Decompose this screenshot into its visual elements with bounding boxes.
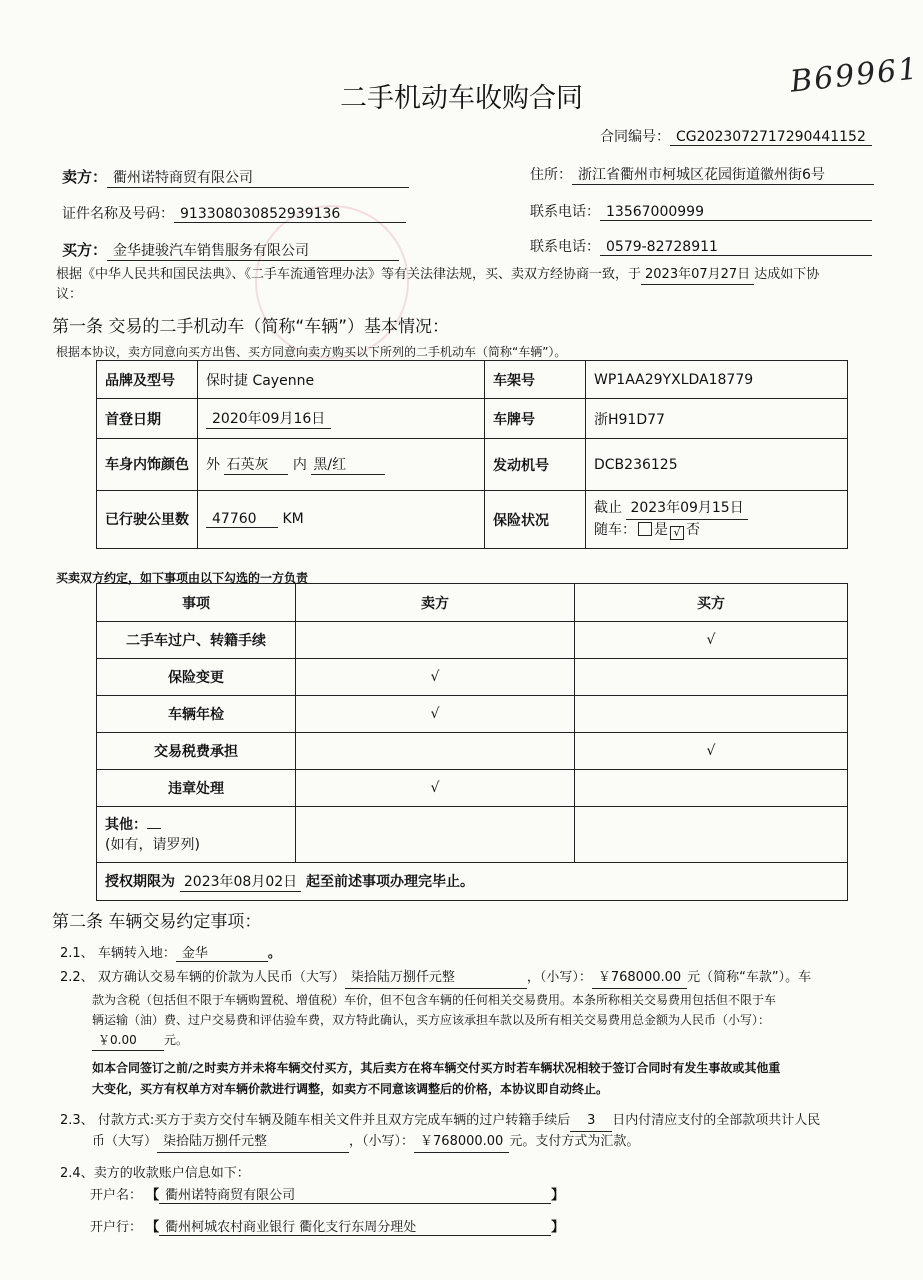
insurance-prefix: 截止 bbox=[594, 500, 622, 516]
clause-2-3-text-c: 币（大写） bbox=[92, 1134, 158, 1149]
article2-heading: 第二条 车辆交易约定事项： bbox=[52, 912, 262, 932]
header-buyer: 买方 bbox=[575, 584, 848, 622]
seller-address-row bbox=[530, 164, 874, 185]
row-seller-check: √ bbox=[296, 770, 575, 807]
color-cell bbox=[198, 439, 485, 491]
insurance-yes-label: 是 bbox=[654, 522, 668, 538]
insurance-no-label: 否 bbox=[686, 522, 700, 538]
article1-heading: 第一条 交易的二手机动车（简称“车辆”）基本情况： bbox=[52, 317, 450, 337]
color-label: 车身内饰颜色 bbox=[97, 439, 198, 491]
mileage-label: 已行驶公里数 bbox=[97, 491, 198, 549]
seller-id-label: 证件名称及号码： bbox=[62, 206, 174, 222]
row-buyer-check: √ bbox=[575, 622, 848, 659]
brand-label: 品牌及型号 bbox=[97, 361, 198, 399]
reg-date-value: 2020年09月16日 bbox=[206, 408, 331, 429]
account-bank-label: 开户行： bbox=[90, 1220, 143, 1235]
other-blank bbox=[147, 828, 161, 829]
seller-id: 913308030852939136 bbox=[174, 206, 406, 223]
bracket-right: 】 bbox=[551, 1188, 565, 1203]
buyer-label: 买方： bbox=[62, 241, 108, 259]
int-color: 黑/红 bbox=[311, 454, 385, 475]
bracket-left: 【 bbox=[146, 1220, 160, 1235]
header-seller: 卖方 bbox=[296, 584, 575, 622]
header-item: 事项 bbox=[97, 584, 296, 622]
brand-value: 保时捷 Cayenne bbox=[198, 361, 485, 399]
engine-label: 发动机号 bbox=[485, 439, 586, 491]
row-buyer-check: √ bbox=[575, 733, 848, 770]
mileage-value: 47760 bbox=[206, 511, 278, 528]
clause-2-4-title: 卖方的收款账户信息如下： bbox=[93, 1166, 250, 1181]
basis-paragraph bbox=[56, 265, 896, 304]
buyer-name: 金华捷骏汽车销售服务有限公司 bbox=[107, 240, 399, 261]
buyer-phone: 0579-82728911 bbox=[600, 239, 872, 256]
seller-name-row bbox=[62, 166, 409, 188]
clause-2-2 bbox=[60, 968, 890, 989]
bracket-right: 】 bbox=[551, 1220, 565, 1235]
price-uppercase: 柒拾陆万捌仟元整 bbox=[345, 968, 527, 989]
clause-2-3-cont bbox=[92, 1131, 892, 1153]
seller-phone-label: 联系电话： bbox=[530, 204, 600, 220]
clause-2-4 bbox=[60, 1162, 250, 1181]
payment-numeric: ￥768000.00 bbox=[414, 1131, 509, 1153]
account-name-label: 开户名： bbox=[90, 1188, 143, 1203]
price-numeric: ￥768000.00 bbox=[592, 968, 687, 989]
insurance-date: 2023年09月15日 bbox=[626, 498, 747, 520]
row-item: 保险变更 bbox=[97, 659, 296, 696]
clause-2-2-number: 2.2、 bbox=[60, 970, 94, 985]
seller-phone-row bbox=[530, 201, 872, 221]
handwritten-code: B69961 bbox=[788, 51, 921, 100]
clause-2-2-line2: 款为含税（包括但不限于车辆购置税、增值税）车价，但不包含车辆的任何相关交易费用。本条所称相关交易费用包括但不限于车 bbox=[92, 993, 777, 1007]
account-name-row bbox=[90, 1184, 564, 1204]
clause-2-1-label: 车辆转入地： bbox=[97, 946, 176, 961]
article1-intro: 根据本协议，卖方同意向买方出售、买方同意向卖方购买以下所列的二手机动车（简称“车辆”）。 bbox=[56, 345, 567, 359]
clause-2-3-text-b: 日内付清应支付的全部款项共计人民 bbox=[612, 1113, 821, 1128]
buyer-name-row bbox=[62, 239, 399, 261]
other-cell bbox=[97, 807, 296, 863]
row-buyer-check bbox=[575, 696, 848, 733]
clause-2-2-cont bbox=[92, 990, 892, 1051]
row-seller-check bbox=[296, 733, 575, 770]
ext-prefix: 外 bbox=[206, 457, 220, 473]
clause-2-1-end: 。 bbox=[267, 946, 281, 961]
row-seller-check bbox=[296, 622, 575, 659]
clause-2-2-text-c: 元（简称“车款”）。车 bbox=[687, 970, 812, 985]
contract-number-value: CG2023072717290441152 bbox=[670, 129, 872, 146]
clause-2-3-text-d: ，（小写）： bbox=[349, 1134, 415, 1149]
table-row bbox=[97, 696, 848, 733]
clause-2-3-number: 2.3、 bbox=[60, 1113, 94, 1128]
agreement-date: 2023年07月27日 bbox=[641, 265, 754, 285]
table-row bbox=[97, 659, 848, 696]
contract-number-label: 合同编号： bbox=[600, 129, 670, 145]
clause-2-2-text-a: 双方确认交易车辆的价款为人民币（大写） bbox=[97, 970, 345, 985]
authorization-row bbox=[97, 863, 848, 901]
basis-line2: 议： bbox=[56, 287, 83, 302]
auth-suffix: 起至前述事项办理完毕止。 bbox=[306, 874, 475, 890]
clause-2-2-text-b: ，（小写）： bbox=[526, 970, 592, 985]
mileage-unit: KM bbox=[282, 511, 304, 527]
price-adjustment-clause bbox=[92, 1058, 892, 1100]
vehicle-table bbox=[96, 360, 848, 549]
contract-number bbox=[600, 126, 872, 146]
vin-label: 车架号 bbox=[485, 361, 586, 399]
insurance-no-checkbox: √ bbox=[670, 526, 684, 540]
insurance-cell bbox=[586, 491, 848, 549]
responsibility-intro: 买卖双方约定，如下事项由以下勾选的一方负责 bbox=[56, 571, 309, 585]
table-row bbox=[97, 622, 848, 659]
account-bank-row bbox=[90, 1216, 564, 1236]
row-item: 二手车过户、转籍手续 bbox=[97, 622, 296, 659]
row-seller-check: √ bbox=[296, 696, 575, 733]
adjustment-line1: 如本合同签订之前/之时卖方并未将车辆交付买方，其后卖方在将车辆交付买方时若车辆状况相较于签订合同时有发生事故或其他重 bbox=[92, 1061, 781, 1075]
insurance-with-label: 随车： bbox=[594, 522, 636, 538]
adjustment-line2: 大变化，买方有权单方对车辆价款进行调整，如卖方不同意该调整后的价格，本协议即自动终止。 bbox=[92, 1082, 609, 1096]
row-buyer-check bbox=[575, 659, 848, 696]
insurance-yes-checkbox bbox=[638, 522, 652, 536]
clause-2-3-text-a: 付款方式:买方于卖方交付车辆及随车相关文件并且双方完成车辆的过户转籍手续后 bbox=[97, 1113, 571, 1128]
fee-total: ￥0.00 bbox=[92, 1030, 164, 1051]
plate-label: 车牌号 bbox=[485, 399, 586, 439]
seller-id-row bbox=[62, 203, 406, 223]
page-title: 二手机动车收购合同 bbox=[340, 83, 583, 114]
clause-2-3 bbox=[60, 1110, 890, 1132]
basis-prefix: 根据《中华人民共和国民法典》、《二手车流通管理办法》等有关法律法规，买、卖双方经协商一致，于 bbox=[56, 267, 642, 282]
seller-name: 衢州诺特商贸有限公司 bbox=[107, 167, 409, 188]
clause-2-4-number: 2.4、 bbox=[60, 1166, 94, 1181]
destination-value: 金华 bbox=[176, 942, 268, 962]
mileage-cell bbox=[198, 491, 485, 549]
plate-value: 浙H91D77 bbox=[586, 399, 848, 439]
clause-2-3-text-e: 元。支付方式为汇款。 bbox=[509, 1134, 640, 1149]
payment-uppercase: 柒拾陆万捌仟元整 bbox=[157, 1131, 349, 1153]
clause-2-1 bbox=[60, 942, 281, 962]
insurance-label: 保险状况 bbox=[485, 491, 586, 549]
row-buyer-check bbox=[575, 770, 848, 807]
clause-2-2-line3: 辆运输（油）费、过户交易费和评估验车费，双方特此确认，买方应该承担车款以及所有相关交易费用总金额为人民币（小写）： bbox=[92, 1013, 771, 1027]
engine-value: DCB236125 bbox=[586, 439, 848, 491]
table-row bbox=[97, 733, 848, 770]
responsibility-table bbox=[96, 583, 848, 901]
other-seller bbox=[296, 807, 575, 863]
payment-days: 3 bbox=[570, 1110, 612, 1132]
other-label: 其他： bbox=[105, 816, 147, 833]
reg-date-label: 首登日期 bbox=[97, 399, 198, 439]
row-item: 车辆年检 bbox=[97, 696, 296, 733]
fee-end: 元。 bbox=[164, 1033, 189, 1047]
buyer-phone-row bbox=[530, 236, 872, 256]
row-item: 违章处理 bbox=[97, 770, 296, 807]
seller-label: 卖方： bbox=[62, 168, 108, 186]
account-bank: 衢州柯城农村商业银行 衢化支行东周分理处 bbox=[159, 1216, 551, 1236]
clause-2-1-number: 2.1、 bbox=[60, 946, 94, 961]
int-prefix: 内 bbox=[292, 457, 307, 473]
bracket-left: 【 bbox=[146, 1188, 160, 1203]
buyer-phone-label: 联系电话： bbox=[530, 239, 600, 255]
seller-address-label: 住所： bbox=[530, 167, 572, 183]
row-seller-check: √ bbox=[296, 659, 575, 696]
reg-date-cell bbox=[198, 399, 485, 439]
vin-value: WP1AA29YXLDA18779 bbox=[586, 361, 848, 399]
ext-color: 石英灰 bbox=[224, 454, 288, 475]
other-buyer bbox=[575, 807, 848, 863]
account-name: 衢州诺特商贸有限公司 bbox=[159, 1184, 551, 1204]
seller-phone: 13567000999 bbox=[600, 204, 872, 221]
auth-date: 2023年08月02日 bbox=[180, 871, 301, 892]
auth-prefix: 授权期限为 bbox=[105, 874, 175, 890]
row-item: 交易税费承担 bbox=[97, 733, 296, 770]
basis-suffix: 达成如下协 bbox=[754, 267, 820, 282]
other-note: (如有，请罗列) bbox=[105, 836, 200, 853]
seller-address: 浙江省衢州市柯城区花园街道徽州街6号 bbox=[572, 164, 874, 185]
table-row bbox=[97, 770, 848, 807]
